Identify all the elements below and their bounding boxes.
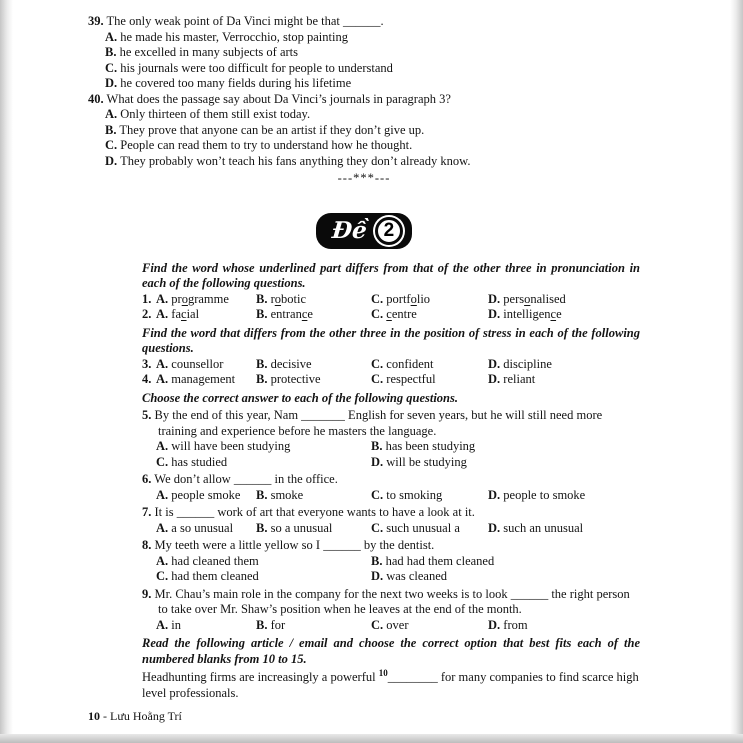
- question-39-number: 39.: [88, 14, 104, 28]
- question-40-option-b: [88, 123, 640, 139]
- question-8-option-c: [156, 569, 371, 585]
- underlined-letter: o: [410, 291, 417, 306]
- option-text: has studied: [171, 454, 228, 469]
- instruction-stress: Find the word that differs from the other three in the position of stress in each of the following questions.: [142, 325, 640, 355]
- question-2-number: 2.: [142, 307, 152, 321]
- question-9-stem: [142, 587, 640, 618]
- question-6-option-c: [371, 488, 488, 504]
- word-part: entran: [270, 307, 302, 321]
- question-6-number: 6.: [142, 472, 152, 486]
- question-1-number: 1.: [142, 291, 152, 306]
- question-4: [142, 372, 640, 388]
- option-text: he covered too many fields during his lifetime: [120, 76, 352, 90]
- question-39-option-a: [88, 30, 640, 46]
- option-word: [503, 292, 566, 306]
- option-text: from: [503, 617, 528, 632]
- question-1-option-d: [488, 292, 640, 308]
- option-word: [386, 307, 417, 321]
- instruction-multiple-choice: Choose the correct answer to each of the following questions.: [142, 390, 458, 405]
- question-8-option-d: [371, 569, 640, 585]
- question-3: [142, 357, 640, 373]
- option-text: had cleaned them: [171, 553, 259, 568]
- spacer: [142, 488, 156, 504]
- option-text: discipline: [503, 356, 552, 371]
- option-letter: C.: [371, 520, 384, 535]
- question-9: [142, 587, 640, 634]
- word-part: entre: [391, 307, 417, 321]
- option-letter: D.: [371, 454, 384, 469]
- option-word: [503, 307, 561, 321]
- question-7-text: It is ______ work of art that everyone wants to have a look at it.: [154, 505, 475, 519]
- question-7-stem: [142, 505, 640, 521]
- underlined-letter: c: [301, 307, 308, 321]
- question-39-stem: [88, 14, 640, 30]
- option-text: counsellor: [171, 356, 224, 371]
- spacer: [142, 569, 156, 585]
- underlined-letter: o: [181, 291, 188, 306]
- option-letter: C.: [105, 60, 118, 75]
- word-part: e: [307, 307, 313, 321]
- question-5-option-b: [371, 439, 640, 455]
- option-text: to smoking: [386, 487, 443, 502]
- option-letter: C.: [371, 617, 384, 632]
- option-letter: B.: [256, 291, 268, 306]
- section-separator: ---***---: [337, 171, 391, 185]
- option-text: had had them cleaned: [385, 553, 495, 568]
- question-9-option-c: [371, 618, 488, 634]
- question-5-options-row-1: [142, 439, 640, 455]
- option-text: such unusual a: [386, 520, 460, 535]
- question-4-number: 4.: [142, 372, 152, 386]
- option-letter: A.: [156, 356, 169, 371]
- spacer: [142, 439, 156, 455]
- question-40: [88, 92, 640, 170]
- question-40-text: What does the passage say about Da Vinci’s journals in paragraph 3?: [106, 91, 451, 106]
- option-letter: A.: [105, 29, 118, 44]
- question-3-option-a: [156, 357, 256, 373]
- option-letter: D.: [488, 487, 501, 502]
- option-letter: A.: [156, 487, 169, 502]
- option-letter: D.: [488, 307, 501, 321]
- question-6-option-a: [156, 488, 256, 504]
- option-text: They probably won’t teach his fans anything they don’t already know.: [120, 153, 471, 168]
- option-text: over: [386, 617, 409, 632]
- option-word: [271, 307, 313, 321]
- option-text: People can read them to try to understand how he thought.: [120, 138, 413, 152]
- option-text: smoke: [270, 487, 304, 502]
- question-4-option-a: [156, 372, 256, 388]
- option-letter: B.: [256, 372, 268, 386]
- option-letter: D.: [105, 76, 118, 90]
- underlined-letter: o: [274, 291, 282, 306]
- question-6-text: We don’t allow ______ in the office.: [154, 472, 338, 486]
- question-7-option-a: [156, 521, 256, 537]
- option-letter: D.: [488, 617, 501, 632]
- footer-author: - Lưu Hoằng Trí: [103, 709, 182, 723]
- option-letter: A.: [105, 107, 118, 121]
- test-2-badge: [316, 213, 412, 249]
- question-5-option-c: [156, 455, 371, 471]
- question-5-number: 5.: [142, 408, 152, 422]
- question-4-option-b: [256, 372, 371, 388]
- option-text: will be studying: [386, 454, 467, 469]
- option-text: people smoke: [171, 487, 241, 502]
- question-40-option-d: [88, 154, 640, 170]
- option-letter: D.: [488, 372, 501, 386]
- question-7-option-d: [488, 521, 640, 537]
- question-7-number: 7.: [142, 505, 152, 519]
- option-text: decisive: [270, 356, 312, 371]
- question-1: [142, 292, 640, 308]
- option-letter: A.: [156, 520, 169, 535]
- instruction-reading: Read the following article / email and choose the correct option that best fits each of the numbered blanks from 10 to 15.: [142, 636, 640, 666]
- question-6-option-d: [488, 488, 640, 504]
- question-5: [142, 408, 640, 470]
- question-6-options-row: [142, 488, 640, 504]
- option-letter: A.: [156, 372, 169, 386]
- option-letter: C.: [371, 372, 384, 386]
- footer-page-number: 10: [88, 709, 100, 723]
- underlined-letter: c: [181, 307, 187, 321]
- question-40-option-c: [88, 138, 640, 154]
- question-9-text: Mr. Chau’s main role in the company for the next two weeks is to look ______ the right person to take over Mr. Shaw’s position when he leaves at the end of the month.: [154, 586, 630, 616]
- test-2-section: [142, 261, 640, 702]
- option-text: reliant: [503, 372, 536, 386]
- question-1-option-c: [371, 292, 488, 308]
- option-letter: D.: [488, 356, 501, 371]
- option-letter: C.: [371, 307, 384, 321]
- passage-text: for many companies to find scarce high level professionals.: [142, 670, 639, 700]
- question-8-option-a: [156, 554, 371, 570]
- question-5-stem: [142, 408, 640, 439]
- passage-text: Headhunting firms are increasingly a powerful: [142, 670, 379, 684]
- option-letter: B.: [371, 553, 383, 568]
- option-text: management: [171, 372, 236, 386]
- option-text: confident: [386, 356, 434, 371]
- question-6: [142, 472, 640, 503]
- question-8-number: 8.: [142, 538, 152, 552]
- option-text: Only thirteen of them still exist today.: [120, 107, 311, 121]
- question-8-text: My teeth were a little yellow so I ______ by the dentist.: [154, 538, 435, 552]
- question-39-option-c: [88, 61, 640, 77]
- question-40-option-a: [88, 107, 640, 123]
- option-letter: B.: [105, 45, 117, 59]
- question-5-text: By the end of this year, Nam _______ English for seven years, but he will still need more training and experience before he masters the language.: [154, 408, 603, 438]
- word-part: botic: [281, 291, 307, 306]
- option-text: They prove that anyone can be an artist if they don’t give up.: [119, 122, 425, 137]
- question-4-option-c: [371, 372, 488, 388]
- option-letter: B.: [256, 487, 268, 502]
- option-letter: A.: [156, 553, 169, 568]
- question-7-option-c: [371, 521, 488, 537]
- question-4-option-d: [488, 372, 640, 388]
- option-text: he excelled in many subjects of arts: [119, 45, 299, 59]
- blank-line: ________: [387, 670, 438, 684]
- option-text: his journals were too difficult for people to understand: [120, 60, 393, 75]
- option-text: will have been studying: [171, 439, 291, 453]
- option-text: such an unusual: [503, 520, 584, 535]
- test-badge-label: Đề: [330, 217, 369, 244]
- word-part: e: [556, 307, 562, 321]
- underlined-letter: o: [524, 291, 531, 306]
- question-3-option-b: [256, 357, 371, 373]
- option-text: a so unusual: [171, 520, 234, 535]
- question-39-text: The only weak point of Da Vinci might be that ______.: [106, 14, 384, 28]
- option-text: protective: [270, 372, 321, 386]
- question-39-option-b: [88, 45, 640, 61]
- option-letter: C.: [156, 454, 169, 469]
- question-5-option-d: [371, 455, 640, 471]
- question-8: [142, 538, 640, 585]
- option-letter: C.: [371, 291, 384, 306]
- option-letter: A.: [156, 439, 169, 453]
- option-letter: C.: [105, 138, 118, 152]
- word-part: ial: [186, 307, 200, 321]
- question-8-stem: [142, 538, 640, 554]
- instruction-pronunciation: Find the word whose underlined part differs from that of the other three in pronunciation in each of the following questions.: [142, 260, 640, 290]
- option-letter: B.: [105, 122, 117, 137]
- question-6-option-b: [256, 488, 371, 504]
- question-2: [142, 307, 640, 323]
- question-2-option-c: [371, 307, 488, 323]
- spacer: [142, 455, 156, 471]
- option-letter: C.: [156, 569, 169, 583]
- question-40-number: 40.: [88, 91, 104, 106]
- option-letter: B.: [256, 307, 268, 321]
- spacer: [142, 554, 156, 570]
- option-letter: D.: [488, 520, 501, 535]
- option-text: was cleaned: [386, 569, 448, 583]
- word-part: nalised: [530, 291, 566, 306]
- question-9-options-row: [142, 618, 640, 634]
- option-word: [386, 292, 430, 306]
- option-text: so a unusual: [270, 520, 333, 535]
- question-7: [142, 505, 640, 536]
- option-letter: A.: [156, 617, 169, 632]
- option-text: people to smoke: [503, 487, 586, 502]
- option-letter: A.: [156, 291, 169, 306]
- question-5-options-row-2: [142, 455, 640, 471]
- option-letter: C.: [371, 356, 384, 371]
- option-letter: D.: [371, 569, 384, 583]
- page-left-edge: [0, 0, 13, 743]
- option-letter: B.: [256, 520, 268, 535]
- question-8-options-row-1: [142, 554, 640, 570]
- word-part: intelligen: [503, 307, 551, 321]
- option-text: respectful: [386, 372, 436, 386]
- test-badge-wrapper: [88, 213, 640, 249]
- question-40-stem: [88, 92, 640, 108]
- question-2-option-b: [256, 307, 371, 323]
- question-3-option-d: [488, 357, 640, 373]
- page-right-edge: [730, 0, 743, 743]
- question-7-option-b: [256, 521, 371, 537]
- option-letter: D.: [105, 153, 118, 168]
- option-letter: B.: [371, 439, 383, 453]
- question-2-option-a: [156, 307, 256, 323]
- question-1-option-a: [156, 292, 256, 308]
- word-part: fa: [171, 307, 181, 321]
- option-word: [171, 307, 199, 321]
- page-bottom-edge: [0, 734, 743, 743]
- word-part: portf: [386, 291, 411, 306]
- option-word: [271, 292, 306, 306]
- question-2-option-d: [488, 307, 640, 323]
- option-letter: D.: [488, 291, 501, 306]
- option-letter: B.: [256, 617, 268, 632]
- question-8-option-b: [371, 554, 640, 570]
- word-part: lio: [416, 291, 431, 306]
- underlined-letter: c: [550, 307, 557, 321]
- question-7-options-row: [142, 521, 640, 537]
- spacer: [142, 618, 156, 634]
- page-content: [88, 14, 640, 701]
- option-letter: A.: [156, 307, 169, 321]
- option-word: [171, 292, 229, 306]
- word-part: r: [270, 291, 275, 306]
- question-9-option-b: [256, 618, 371, 634]
- question-3-number: 3.: [142, 356, 152, 371]
- word-part: pr: [171, 291, 182, 306]
- question-8-options-row-2: [142, 569, 640, 585]
- option-text: he made his master, Verrocchio, stop painting: [120, 29, 348, 44]
- option-text: in: [171, 617, 182, 632]
- spacer: [142, 521, 156, 537]
- question-3-option-c: [371, 357, 488, 373]
- question-39: [88, 14, 640, 92]
- question-39-option-d: [88, 76, 640, 92]
- underlined-letter: c: [386, 307, 392, 321]
- word-part: gramme: [187, 291, 229, 306]
- question-9-option-a: [156, 618, 256, 634]
- question-6-stem: [142, 472, 640, 488]
- option-letter: B.: [256, 356, 268, 371]
- question-1-option-b: [256, 292, 371, 308]
- question-9-number: 9.: [142, 586, 152, 601]
- reading-passage: [142, 667, 640, 701]
- option-text: for: [270, 617, 286, 632]
- blank-number-10: 10: [378, 667, 388, 678]
- option-text: had them cleaned: [171, 569, 259, 583]
- test-badge-number: 2: [375, 217, 403, 245]
- option-letter: C.: [371, 487, 384, 502]
- question-9-option-d: [488, 618, 640, 634]
- question-5-option-a: [156, 439, 371, 455]
- word-part: pers: [503, 291, 525, 306]
- page-footer: [88, 709, 182, 724]
- option-text: has been studying: [385, 439, 476, 453]
